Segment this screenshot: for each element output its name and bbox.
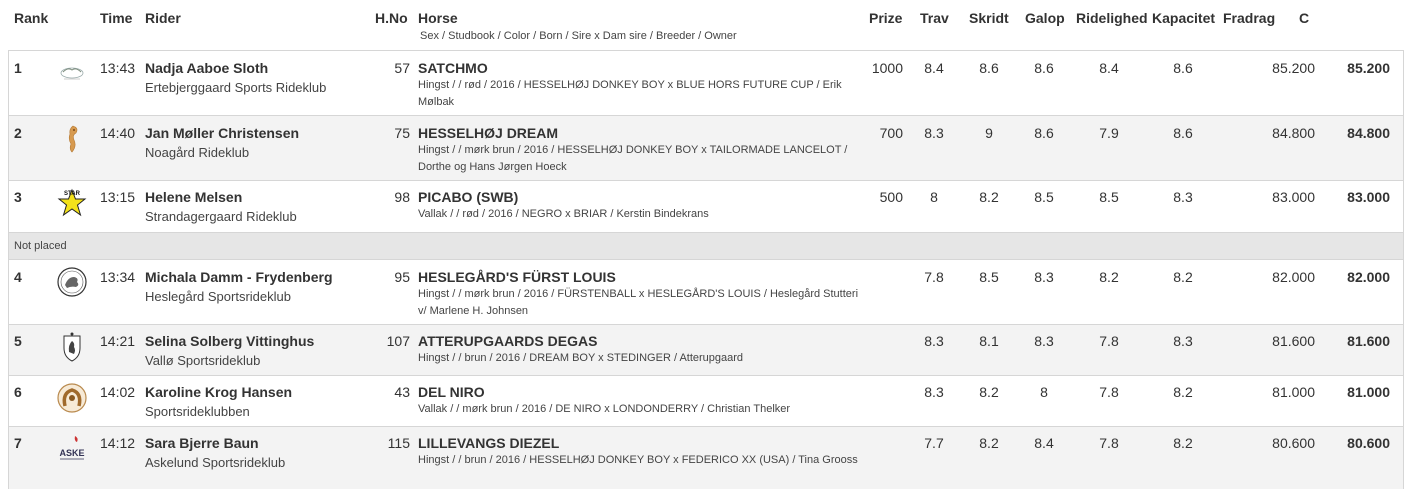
club-logo-horseshoe-icon bbox=[55, 381, 89, 415]
col-skridt-header[interactable]: Skridt bbox=[969, 10, 1009, 26]
horse-info: Hingst / / brun / 2016 / HESSELHØJ DONKEY BOY x FEDERICO XX (USA) / Tina Grooss bbox=[418, 454, 858, 466]
rider-club[interactable]: Heslegård Sportsrideklub bbox=[145, 289, 291, 304]
col-time-header[interactable]: Time bbox=[100, 10, 133, 26]
table-row[interactable] bbox=[8, 375, 1404, 426]
col-trav-header[interactable]: Trav bbox=[920, 10, 949, 26]
col-ridelighed-header[interactable]: Ridelighed bbox=[1076, 10, 1148, 26]
horse-name[interactable]: HESSELHØJ DREAM bbox=[418, 125, 559, 141]
start-time: 14:12 bbox=[100, 435, 136, 451]
horse-name[interactable]: ATTERUPGAARDS DEGAS bbox=[418, 333, 598, 349]
score-ridelighed: 8.5 bbox=[1099, 189, 1119, 205]
score-galop: 8.5 bbox=[1034, 189, 1054, 205]
rider-name[interactable]: Michala Damm - Frydenberg bbox=[145, 269, 333, 285]
total-score: 81.600 bbox=[1347, 333, 1390, 349]
score-kapacitet: 8.2 bbox=[1173, 269, 1193, 285]
total-score: 84.800 bbox=[1347, 125, 1390, 141]
score-trav: 8.3 bbox=[924, 384, 944, 400]
horse-info: Hingst / / mørk brun / 2016 / FÜRSTENBALL x HESLEGÅRD'S LOUIS / Heslegård Stutteri v/ Marlene H. Johnsen bbox=[418, 288, 859, 317]
score-trav: 8.3 bbox=[924, 333, 944, 349]
score-trav: 8.3 bbox=[924, 125, 944, 141]
start-time: 13:43 bbox=[100, 60, 136, 76]
horse-number: 57 bbox=[394, 60, 410, 76]
rank: 4 bbox=[14, 269, 22, 285]
rider-club[interactable]: Strandagergaard Rideklub bbox=[145, 209, 297, 224]
score-skridt: 9 bbox=[985, 125, 993, 141]
score-galop: 8.6 bbox=[1034, 125, 1054, 141]
start-time: 14:21 bbox=[100, 333, 136, 349]
rider-name[interactable]: Selina Solberg Vittinghus bbox=[145, 333, 315, 349]
start-time: 13:34 bbox=[100, 269, 136, 285]
score-kapacitet: 8.2 bbox=[1173, 384, 1193, 400]
club-logo-vallo-icon bbox=[55, 330, 89, 364]
col-rider-header[interactable]: Rider bbox=[145, 10, 181, 26]
rider-name[interactable]: Jan Møller Christensen bbox=[145, 125, 300, 141]
rank: 7 bbox=[14, 435, 22, 451]
horse-name[interactable]: HESLEGÅRD'S FÜRST LOUIS bbox=[418, 269, 616, 285]
rider-name[interactable]: Helene Melsen bbox=[145, 189, 243, 205]
start-time: 14:02 bbox=[100, 384, 136, 400]
horse-name[interactable]: SATCHMO bbox=[418, 60, 488, 76]
score-galop: 8 bbox=[1040, 384, 1048, 400]
rank: 2 bbox=[14, 125, 22, 141]
table-row[interactable] bbox=[8, 324, 1404, 375]
score-kapacitet: 8.6 bbox=[1173, 60, 1193, 76]
rank: 3 bbox=[14, 189, 22, 205]
horse-name[interactable]: LILLEVANGS DIEZEL bbox=[418, 435, 560, 451]
rider-club[interactable]: Askelund Sportsrideklub bbox=[145, 455, 286, 470]
club-logo-heslegard-icon bbox=[55, 265, 89, 299]
total-score: 85.200 bbox=[1347, 60, 1390, 76]
rider-club[interactable]: Sportsrideklubben bbox=[145, 404, 250, 419]
score-skridt: 8.2 bbox=[979, 189, 999, 205]
table-row[interactable] bbox=[8, 50, 1404, 115]
club-logo-strandagergaard-icon bbox=[55, 186, 89, 220]
col-prize-header[interactable]: Prize bbox=[869, 10, 903, 26]
rider-name[interactable]: Nadja Aaboe Sloth bbox=[145, 60, 269, 76]
rank: 5 bbox=[14, 333, 22, 349]
score-galop: 8.3 bbox=[1034, 333, 1054, 349]
horse-name[interactable]: DEL NIRO bbox=[418, 384, 485, 400]
col-kapacitet-header[interactable]: Kapacitet bbox=[1152, 10, 1216, 26]
prize: 1000 bbox=[871, 60, 903, 76]
score-skridt: 8.2 bbox=[979, 384, 999, 400]
total-score: 81.000 bbox=[1347, 384, 1390, 400]
horse-info: Hingst / / brun / 2016 / DREAM BOY x STEDINGER / Atterupgaard bbox=[418, 352, 744, 364]
horse-info: Vallak / / mørk brun / 2016 / DE NIRO x LONDONDERRY / Christian Thelker bbox=[418, 403, 791, 415]
score-c: 82.000 bbox=[1272, 269, 1315, 285]
col-horse-subheader: Sex / Studbook / Color / Born / Sire x Dam sire / Breeder / Owner bbox=[420, 30, 737, 42]
table-header bbox=[8, 0, 1404, 50]
col-horse-header[interactable]: Horse bbox=[418, 10, 458, 26]
score-c: 81.600 bbox=[1272, 333, 1315, 349]
score-galop: 8.4 bbox=[1034, 435, 1054, 451]
col-galop-header[interactable]: Galop bbox=[1025, 10, 1065, 26]
rank: 6 bbox=[14, 384, 22, 400]
logo-aske-text: ASKE bbox=[59, 448, 85, 458]
score-ridelighed: 7.8 bbox=[1099, 333, 1119, 349]
rider-club[interactable]: Vallø Sportsrideklub bbox=[145, 353, 261, 368]
total-score: 80.600 bbox=[1347, 435, 1390, 451]
score-c: 80.600 bbox=[1272, 435, 1315, 451]
rider-club[interactable]: Ertebjerggaard Sports Rideklub bbox=[145, 80, 327, 95]
col-fradrag-header[interactable]: Fradrag bbox=[1223, 10, 1276, 26]
not-placed-label: Not placed bbox=[14, 240, 67, 252]
horse-number: 107 bbox=[386, 333, 410, 349]
club-logo-askelund-icon bbox=[55, 432, 89, 466]
score-kapacitet: 8.3 bbox=[1173, 333, 1193, 349]
score-kapacitet: 8.3 bbox=[1173, 189, 1193, 205]
horse-info: Hingst / / mørk brun / 2016 / HESSELHØJ DONKEY BOY x TAILORMADE LANCELOT / Dorthe og Hans Jørgen Hoeck bbox=[418, 144, 848, 173]
score-kapacitet: 8.2 bbox=[1173, 435, 1193, 451]
total-score: 82.000 bbox=[1347, 269, 1390, 285]
col-hno-header[interactable]: H.No bbox=[375, 10, 408, 26]
score-ridelighed: 8.2 bbox=[1099, 269, 1119, 285]
score-kapacitet: 8.6 bbox=[1173, 125, 1193, 141]
prize: 700 bbox=[879, 125, 903, 141]
col-c-header[interactable]: C bbox=[1299, 10, 1310, 26]
table-right-border bbox=[1403, 50, 1404, 489]
club-logo-noagard-icon bbox=[55, 122, 89, 156]
score-ridelighed: 7.8 bbox=[1099, 435, 1119, 451]
total-score: 83.000 bbox=[1347, 189, 1390, 205]
score-skridt: 8.5 bbox=[979, 269, 999, 285]
rider-club[interactable]: Noagård Rideklub bbox=[145, 145, 250, 160]
score-c: 85.200 bbox=[1272, 60, 1315, 76]
rider-name[interactable]: Sara Bjerre Baun bbox=[145, 435, 259, 451]
rank: 1 bbox=[14, 60, 22, 76]
horse-number: 98 bbox=[394, 189, 410, 205]
score-trav: 7.8 bbox=[924, 269, 944, 285]
table-left-border bbox=[8, 50, 9, 489]
not-placed-divider bbox=[8, 232, 1404, 259]
score-c: 83.000 bbox=[1272, 189, 1315, 205]
horse-info: Hingst / / rød / 2016 / HESSELHØJ DONKEY BOY x BLUE HORS FUTURE CUP / Erik Mølbak bbox=[418, 79, 842, 108]
score-galop: 8.6 bbox=[1034, 60, 1054, 76]
table-row[interactable] bbox=[8, 426, 1404, 489]
rider-name[interactable]: Karoline Krog Hansen bbox=[145, 384, 293, 400]
score-ridelighed: 7.8 bbox=[1099, 384, 1119, 400]
score-galop: 8.3 bbox=[1034, 269, 1054, 285]
start-time: 13:15 bbox=[100, 189, 136, 205]
table-row[interactable] bbox=[8, 115, 1404, 180]
score-ridelighed: 7.9 bbox=[1099, 125, 1119, 141]
horse-name[interactable]: PICABO (SWB) bbox=[418, 189, 519, 205]
table-row[interactable] bbox=[8, 180, 1404, 232]
col-rank-header[interactable]: Rank bbox=[14, 10, 49, 26]
horse-number: 75 bbox=[394, 125, 410, 141]
score-c: 84.800 bbox=[1272, 125, 1315, 141]
score-trav: 7.7 bbox=[924, 435, 944, 451]
prize: 500 bbox=[879, 189, 903, 205]
score-ridelighed: 8.4 bbox=[1099, 60, 1119, 76]
horse-info: Vallak / / rød / 2016 / NEGRO x BRIAR / Kerstin Bindekrans bbox=[418, 208, 709, 220]
score-skridt: 8.1 bbox=[979, 333, 999, 349]
horse-number: 115 bbox=[387, 435, 410, 451]
table-row[interactable] bbox=[8, 259, 1404, 324]
score-skridt: 8.2 bbox=[979, 435, 999, 451]
score-skridt: 8.6 bbox=[979, 60, 999, 76]
horse-number: 43 bbox=[394, 384, 410, 400]
score-trav: 8 bbox=[930, 189, 938, 205]
score-c: 81.000 bbox=[1272, 384, 1315, 400]
start-time: 14:40 bbox=[100, 125, 136, 141]
score-trav: 8.4 bbox=[924, 60, 944, 76]
club-logo-ertebjerggaard-icon bbox=[55, 55, 89, 89]
logo-star-text: STAR bbox=[64, 191, 80, 197]
horse-number: 95 bbox=[394, 269, 410, 285]
